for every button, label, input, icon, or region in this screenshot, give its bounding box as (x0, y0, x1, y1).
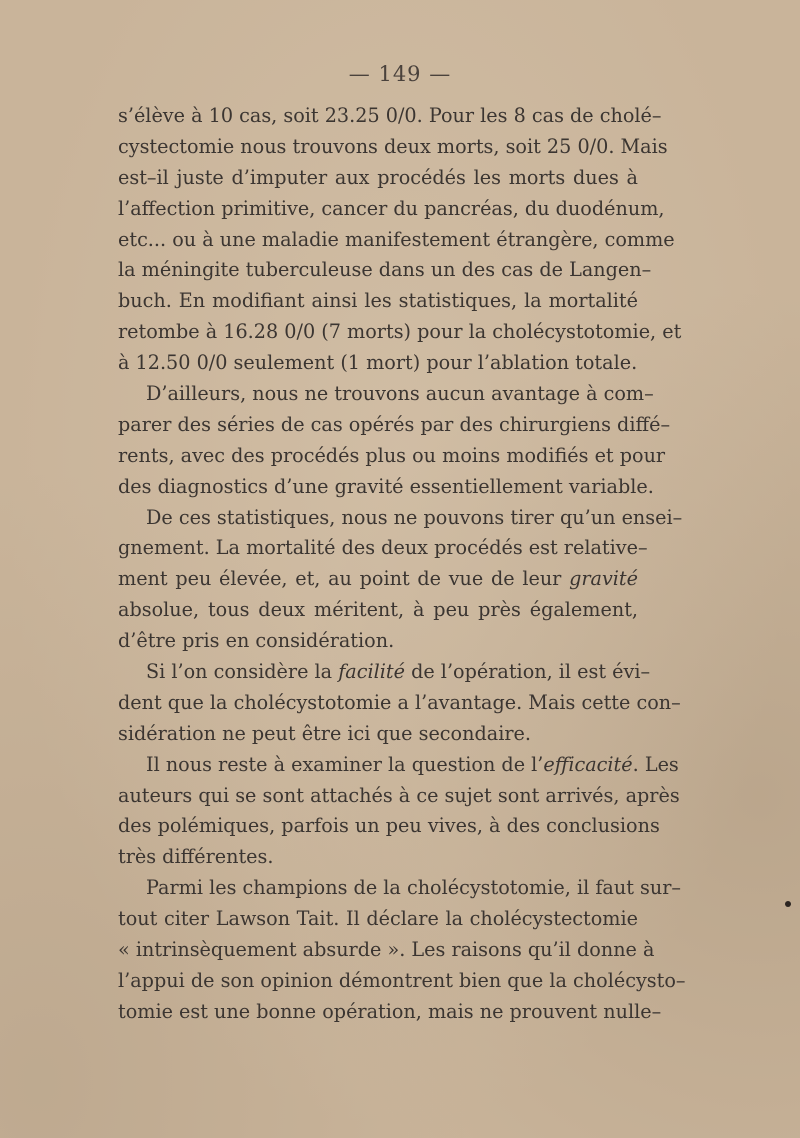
text-line (118, 255, 652, 286)
text-segment: D’ailleurs, nous ne trouvons aucun avantage à com– (146, 382, 654, 406)
text-line (118, 595, 638, 626)
text-segment: l’affection primitive, cancer du pancréas, du duodénum, (118, 196, 665, 220)
text-line (118, 194, 665, 225)
text-segment: cystectomie nous trouvons deux morts, soit 25 0/0. Mais (118, 134, 668, 158)
text-line (118, 472, 654, 503)
text-line (118, 441, 666, 472)
text-segment: très différentes. (118, 845, 274, 869)
text-line (118, 379, 654, 410)
text-line (118, 225, 675, 256)
text-segment: tout citer Lawson Tait. Il déclare la cholécystectomie (118, 907, 638, 931)
text-segment: etc... ou à une maladie manifestement étrangère, comme (118, 227, 675, 251)
text-line (118, 410, 671, 441)
text-segment: Parmi les champions de la cholécystotomie, il faut sur– (146, 876, 681, 900)
text-line (118, 935, 655, 966)
text-segment: est–il juste d’imputer aux procédés les morts dues à (118, 165, 638, 189)
text-segment: la méningite tuberculeuse dans un des cas de Langen– (118, 258, 652, 282)
text-line (118, 657, 651, 688)
text-segment: buch. En modifiant ainsi les statistiques, la mortalité (118, 289, 638, 313)
text-line (118, 317, 682, 348)
text-segment: De ces statistiques, nous ne pouvons tirer qu’un ensei– (146, 505, 683, 529)
ink-speck (785, 901, 791, 907)
text-segment: d’être pris en considération. (118, 629, 395, 653)
text-line (118, 904, 638, 935)
text-line (118, 163, 638, 194)
text-segment: auteurs qui se sont attachés à ce sujet sont arrivés, après (118, 783, 680, 807)
text-segment: Si l’on considère la (146, 660, 339, 684)
text-segment: des polémiques, parfois un peu vives, à des conclusions (118, 814, 660, 838)
text-segment: « intrinsèquement absurde ». Les raisons qu’il donne à (118, 938, 655, 962)
text-line (118, 533, 648, 564)
text-segment: parer des séries de cas opérés par des chirurgiens diffé– (118, 412, 671, 436)
text-line (118, 966, 686, 997)
text-line (118, 719, 638, 750)
text-segment: de l’opération, il est évi– (404, 660, 651, 684)
text-line (118, 750, 679, 781)
text-line (118, 132, 668, 163)
text-segment: . Les (632, 752, 679, 776)
italic-term: facilité (338, 660, 405, 684)
text-segment: sidération ne peut être ici que secondaire. (118, 721, 531, 745)
text-segment: Il nous reste à examiner la question de l’ (146, 752, 544, 776)
text-segment: absolue, tous deux méritent, à peu près également, (118, 598, 638, 622)
text-segment: à 12.50 0/0 seulement (1 mort) pour l’ablation totale. (118, 351, 638, 375)
text-line (118, 873, 681, 904)
text-line (118, 286, 638, 317)
text-line (118, 101, 662, 132)
text-line (118, 688, 681, 719)
text-line (118, 811, 660, 842)
text-segment: rents, avec des procédés plus ou moins modifiés et pour (118, 443, 666, 467)
text-segment: tomie est une bonne opération, mais ne prouvent nulle– (118, 999, 662, 1023)
text-line (118, 564, 638, 595)
text-segment: des diagnostics d’une gravité essentiellement variable. (118, 474, 654, 498)
italic-term: efficacité (543, 752, 633, 776)
text-segment: dent que la cholécystotomie a l’avantage. Mais cette con– (118, 690, 681, 714)
text-line (118, 997, 662, 1028)
text-line (118, 348, 638, 379)
body-text (118, 101, 686, 1028)
text-segment: retombe à 16.28 0/0 (7 morts) pour la cholécystotomie, et (118, 320, 682, 344)
text-line (118, 503, 683, 534)
italic-term: gravité (569, 567, 638, 591)
text-line (118, 626, 638, 657)
text-line (118, 842, 638, 873)
text-segment: s’élève à 10 cas, soit 23.25 0/0. Pour les 8 cas de cholé– (118, 104, 662, 127)
text-segment: ment peu élevée, et, au point de vue de leur (118, 567, 570, 591)
text-segment: gnement. La mortalité des deux procédés est relative– (118, 536, 648, 560)
text-segment: l’appui de son opinion démontrent bien que la cholécysto– (118, 968, 686, 992)
text-line (118, 781, 680, 812)
page-number: — 149 — (348, 62, 452, 86)
